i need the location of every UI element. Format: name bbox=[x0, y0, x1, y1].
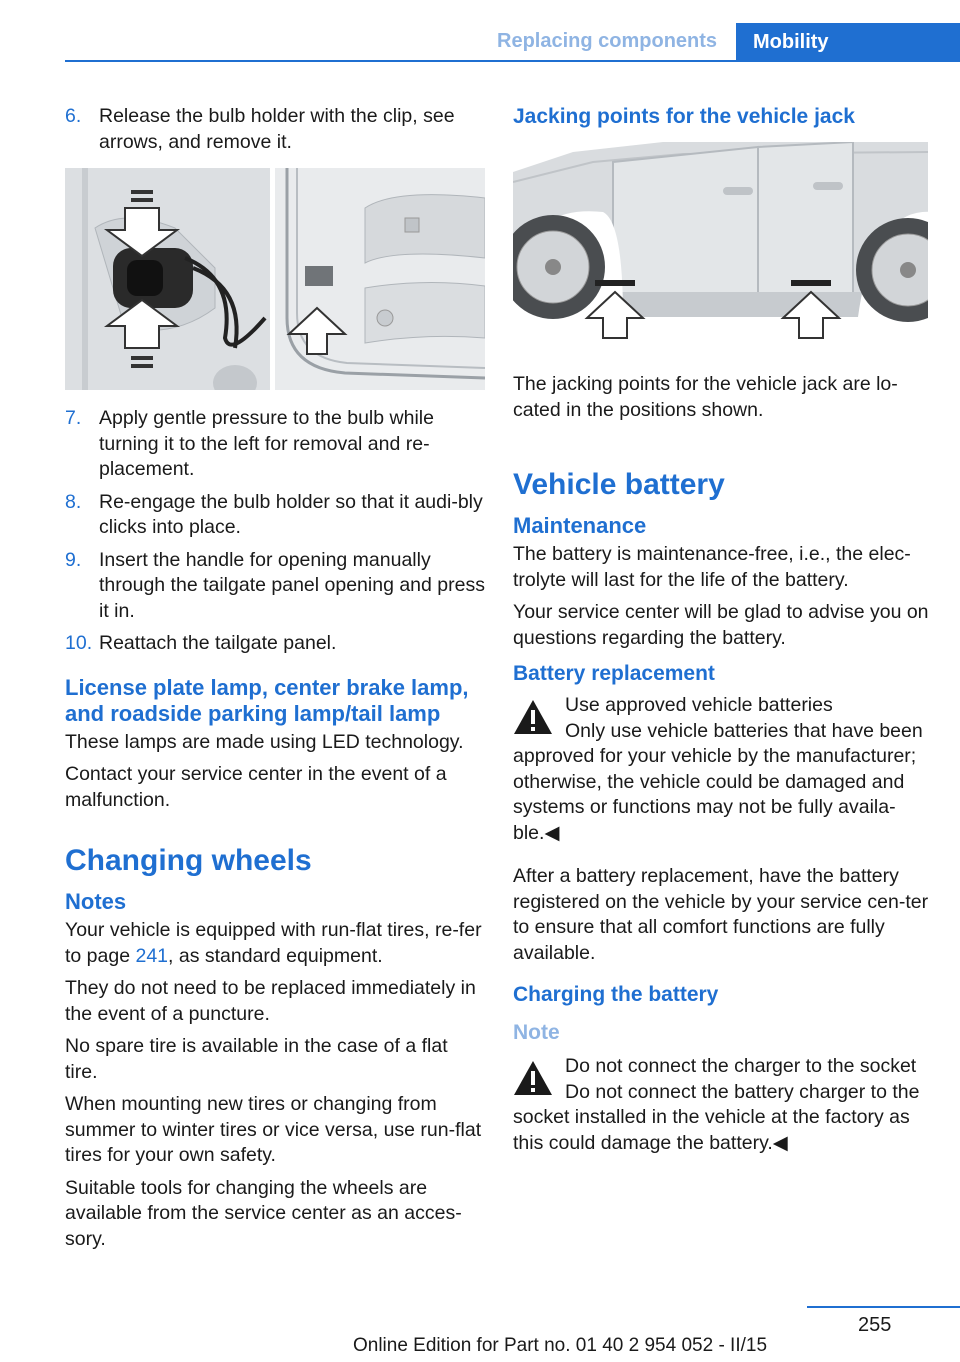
step-6 bbox=[65, 104, 485, 155]
step-text: Re-engage the bulb holder so that it audi-bly clicks into place. bbox=[99, 490, 483, 538]
step-number: 6. bbox=[65, 105, 82, 127]
step-9 bbox=[65, 548, 485, 625]
changing-wheels-heading: Changing wheels bbox=[65, 844, 312, 877]
step-text: Apply gentle pressure to the bulb while turning it to the left for removal and re-placement. bbox=[99, 407, 434, 480]
warning-icon bbox=[513, 699, 553, 735]
maintenance-text-1: The battery is maintenance-free, i.e., the elec-trolyte will last for the life of the battery. bbox=[513, 543, 911, 591]
note-heading: Note bbox=[513, 1021, 560, 1044]
maintenance-heading: Maintenance bbox=[513, 513, 647, 538]
battery-replacement-heading: Battery replacement bbox=[513, 662, 715, 685]
page-241-link[interactable]: 241 bbox=[135, 944, 169, 967]
license-lamp-heading: License plate lamp, center brake lamp, and roadside parking lamp/tail lamp bbox=[65, 674, 469, 726]
step-text: Release the bulb holder with the clip, see arrows, and remove it. bbox=[99, 105, 455, 153]
notes-text-1 bbox=[65, 918, 485, 969]
left-column bbox=[65, 104, 485, 1259]
maintenance-text-2: Your service center will be glad to advise you on questions regarding the battery. bbox=[513, 601, 929, 649]
step-text: Insert the handle for opening manually through the tailgate panel opening and press it in. bbox=[99, 548, 485, 622]
step-number: 7. bbox=[65, 407, 82, 429]
jacking-points-figure bbox=[513, 142, 933, 342]
warning-body: Only use vehicle batteries that have been approved for your vehicle by the manufacturer; otherwise, the vehicle could be damaged and systems or functions may not be fully availa-ble.◀ bbox=[513, 719, 923, 844]
warning-title: Use approved vehicle batteries bbox=[565, 694, 833, 716]
warning-body: Do not connect the battery charger to the socket installed in the vehicle at the factory as this could damage the battery.◀ bbox=[513, 1080, 920, 1154]
license-lamp-text-1: These lamps are made using LED technology. bbox=[65, 730, 464, 753]
notes-heading: Notes bbox=[65, 889, 127, 914]
header-chapter-tab: Mobility bbox=[736, 23, 960, 62]
header-section-title: Replacing components bbox=[497, 30, 718, 52]
step-7 bbox=[65, 406, 485, 483]
edition-footer: Online Edition for Part no. 01 40 2 954 052 - II/15 bbox=[352, 1335, 768, 1356]
step-number: 8. bbox=[65, 490, 82, 513]
step-10 bbox=[65, 631, 485, 657]
vehicle-battery-heading: Vehicle battery bbox=[513, 468, 725, 501]
notes-text-5: Suitable tools for changing the wheels are available from the service center as an acces-sory. bbox=[65, 1176, 462, 1250]
page-number: 255 bbox=[858, 1314, 892, 1336]
vehicle-side-illustration bbox=[513, 142, 928, 342]
warning-icon bbox=[513, 1060, 553, 1096]
jacking-points-text: The jacking points for the vehicle jack are lo-cated in the positions shown. bbox=[513, 373, 898, 421]
approved-batteries-warning bbox=[513, 693, 933, 846]
notes-text-1-pre: Your vehicle is equipped with run-flat tires, re-fer to page bbox=[65, 919, 482, 967]
footer-rule bbox=[807, 1306, 960, 1308]
notes-text-3: No spare tire is available in the case of a flat tire. bbox=[65, 1035, 448, 1083]
notes-text-4: When mounting new tires or changing from summer to winter tires or vice versa, use run-flat tires for your own safety. bbox=[65, 1093, 482, 1166]
charger-socket-warning bbox=[513, 1054, 933, 1156]
bulb-holder-illustration bbox=[65, 168, 485, 390]
step-8 bbox=[65, 490, 485, 541]
header-rule bbox=[65, 60, 960, 62]
bulb-holder-figure bbox=[65, 168, 485, 390]
jacking-points-heading: Jacking points for the vehicle jack bbox=[513, 105, 855, 128]
charging-battery-heading: Charging the battery bbox=[513, 983, 719, 1006]
step-number: 10. bbox=[65, 632, 93, 654]
notes-text-2: They do not need to be replaced immediately in the event of a puncture. bbox=[65, 977, 476, 1025]
license-lamp-text-2: Contact your service center in the event of a malfunction. bbox=[65, 763, 447, 811]
warning-title: Do not connect the charger to the socket bbox=[565, 1055, 917, 1077]
battery-replacement-text: After a battery replacement, have the battery registered on the vehicle by your service cen-ter to ensure that all comfort functions are fully available. bbox=[513, 865, 929, 964]
notes-text-1-post: , as standard equipment. bbox=[168, 944, 383, 967]
step-number: 9. bbox=[65, 548, 82, 571]
right-column bbox=[513, 104, 933, 1156]
step-text: Reattach the tailgate panel. bbox=[99, 632, 337, 654]
